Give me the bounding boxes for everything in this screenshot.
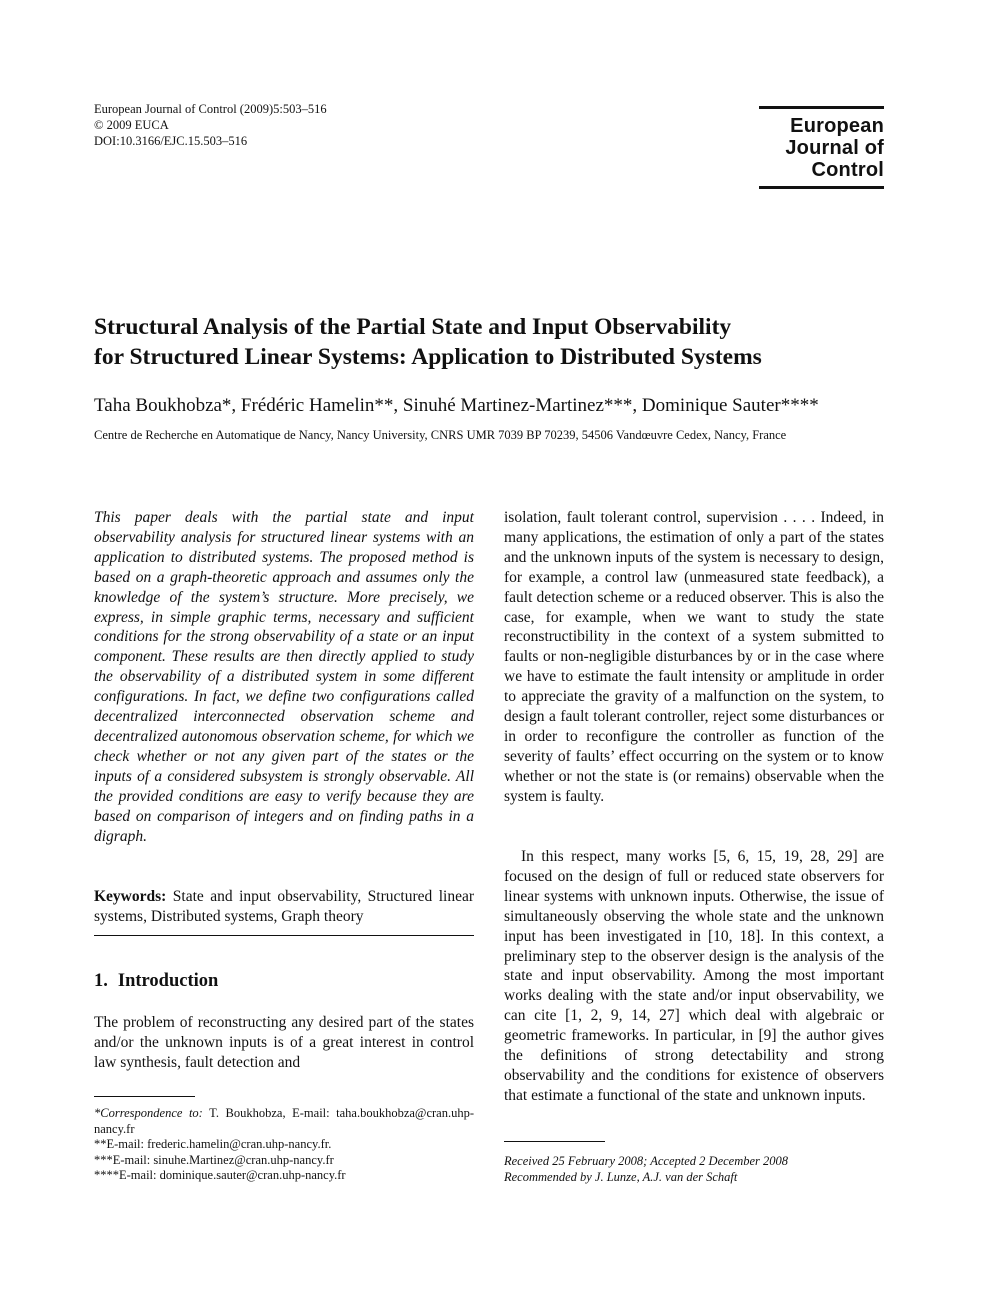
intro-right-text-2: In this respect, many works [5, 6, 15, 19, 28, 29] are focused on the design of full or reduced state observers for linear systems with unknown inputs. Otherwise, the issue of simultaneously observing the whole state and the unknown input has been investigated in [10, 18]. In this context, a preliminary step to the observer design is the analysis of the state and input observability. Among the most important works dealing with the state and/or input observability, we can cite [1, 2, 9, 14, 27] which deal with algebraic or geometric frameworks. In particular, in [9] the author gives the definitions of strong detectability and strong observability and the conditions for existence of observers that estimate a functional of the state and unknown inputs. [504, 848, 884, 1104]
section-number: 1. [94, 971, 108, 991]
citation: European Journal of Control (2009)5:503–516 [94, 102, 327, 116]
section-heading [94, 971, 218, 992]
history-divider [504, 1141, 605, 1142]
journal-logo [759, 106, 884, 189]
journal-meta [94, 101, 327, 149]
footnote-correspondence [94, 1106, 474, 1137]
abstract [94, 508, 474, 846]
footnote-3: ***E-mail: sinuhe.Martinez@cran.uhp-nancy.fr [94, 1152, 334, 1167]
keywords-label: Keywords: [94, 888, 167, 905]
copyright: © 2009 EUCA [94, 118, 169, 132]
logo-line-1: European [790, 115, 884, 137]
intro-right-1 [504, 508, 884, 807]
article-history [504, 1153, 884, 1185]
keywords [94, 887, 474, 927]
abstract-text: This paper deals with the partial state and input observability analysis for structured linear systems with an application to distributed systems. The proposed method is based on a graph-theoretic approach and assumes only the knowledge of the system’s structure. More precisely, we express, in simple graphic terms, necessary and sufficient conditions for the strong observability of a state or an input component. These results are then directly applied to study the observability of a distributed system in some different configurations. In fact, we define two configurations called decentralized interconnected observation scheme and decentralized autonomous observation scheme, for which we check whether or not any given part of the states or the inputs of a considered subsystem is strongly observable. All the provided conditions are easy to verify because they are based on comparison of integers and on finding paths in a digraph. [94, 509, 474, 845]
intro-left [94, 1013, 474, 1073]
intro-right-2 [504, 847, 884, 1106]
footnote-divider [94, 1096, 195, 1097]
doi: DOI:10.3166/EJC.15.503–516 [94, 134, 248, 148]
logo-text [759, 109, 884, 186]
section-title: Introduction [117, 971, 219, 991]
logo-line-3: Control [811, 159, 884, 181]
footnote-2: **E-mail: frederic.hamelin@cran.uhp-nancy.fr. [94, 1137, 332, 1151]
recommended-by: Recommended by J. Lunze, A.J. van der Schaft [504, 1170, 738, 1184]
paper-title [94, 312, 894, 372]
received-accepted: Received 25 February 2008; Accepted 2 December 2008 [504, 1154, 789, 1168]
keywords-divider [94, 935, 474, 936]
affiliation: Centre de Recherche en Automatique de Nancy, Nancy University, CNRS UMR 7039 BP 70239, 54506 Vandœuvre Cedex, Nancy, France [94, 428, 787, 442]
authors: Taha Boukhobza*, Frédéric Hamelin**, Sinuhé Martinez-Martinez***, Dominique Sauter**** [94, 395, 819, 416]
intro-right-text-1: isolation, fault tolerant control, supervision . . . . Indeed, in many applications, the estimation of only a part of the states and the unknown inputs of the system is necessary to design, for example, a control law (unmeasured state feedback), a fault detection scheme or a reduced observer. This is also the case, for example, when we want to study the state reconstructibility in the context of a system submitted to faults or non-negligible disturbances by or in the case where we have to estimate the fault intensity or amplitude in order to appreciate the gravity of a malfunction on the system, to design a fault tolerant controller, reject some disturbances or in order to reconfigure the controller as function of the severity of faults’ effect occurring on the system or to know whether or not the state is (or remains) observable when the system is faulty. [504, 509, 884, 805]
title-line-2: for Structured Linear Systems: Application to Distributed Systems [94, 344, 762, 370]
keywords-text: State and input observability, Structured linear systems, Distributed systems, Graph theory [94, 888, 474, 925]
correspondence-text: T. Boukhobza, E-mail: taha.boukhobza@cran.uhp-nancy.fr [94, 1106, 474, 1136]
logo-bottom-rule [759, 186, 884, 189]
footnote-4: ****E-mail: dominique.sauter@cran.uhp-nancy.fr [94, 1168, 346, 1182]
title-line-1: Structural Analysis of the Partial State and Input Observability [94, 314, 732, 340]
correspondence-label: *Correspondence to: [94, 1106, 203, 1120]
footnotes [94, 1106, 474, 1184]
logo-line-2: Journal of [785, 137, 884, 159]
intro-left-text: The problem of reconstructing any desired part of the states and/or the unknown inputs is of a great interest in control law synthesis, fault detection and [94, 1014, 474, 1071]
